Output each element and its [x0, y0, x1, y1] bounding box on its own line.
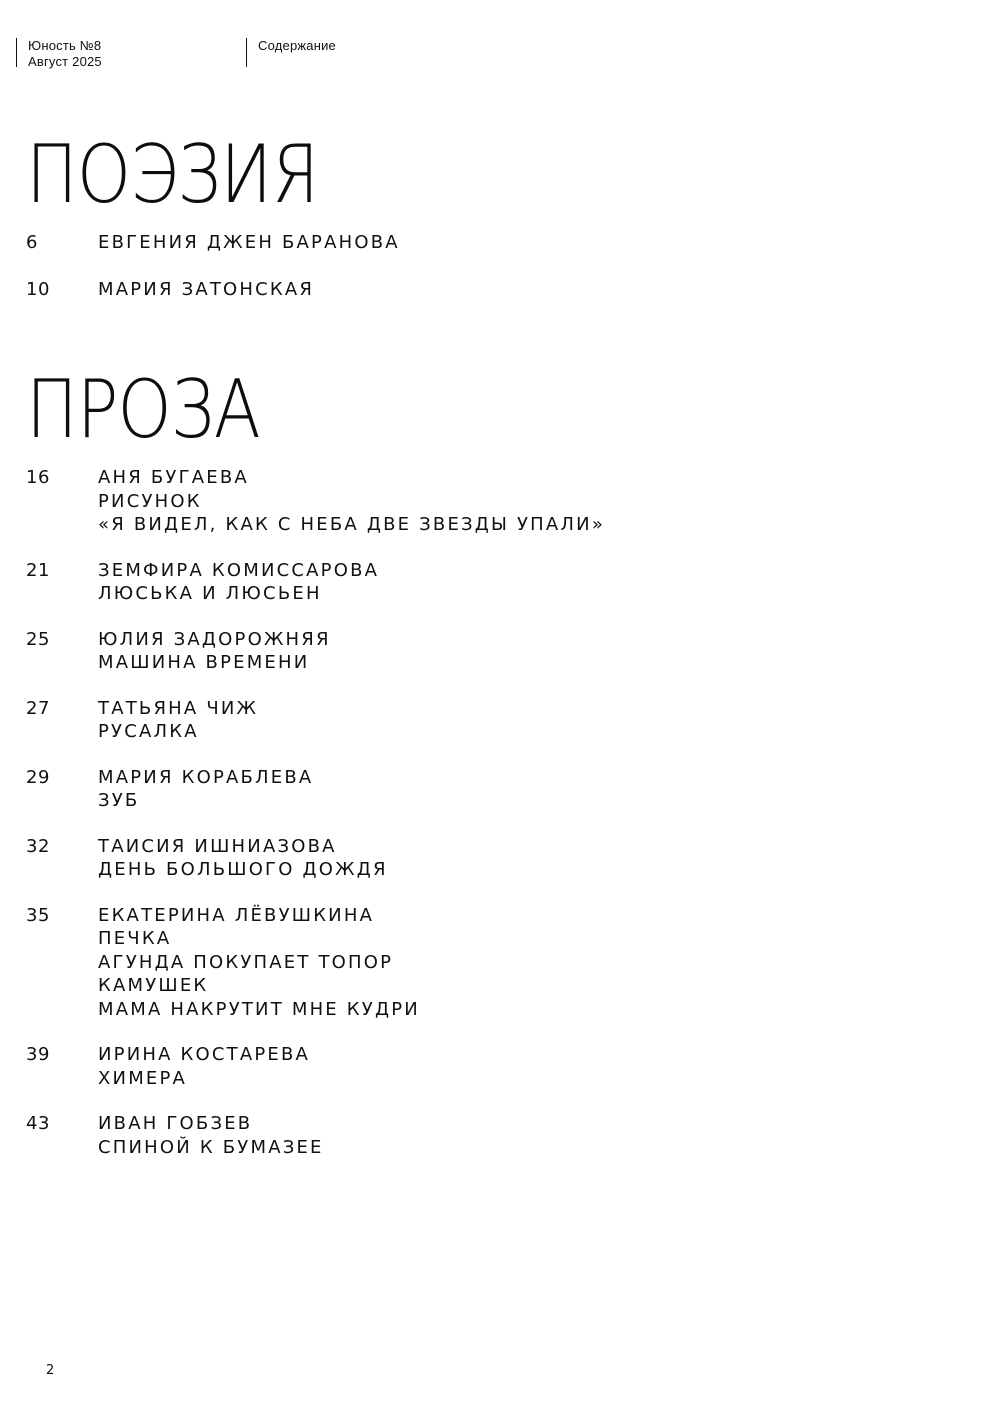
- toc-work-title: РИСУНОК: [98, 490, 202, 512]
- toc-work-title: АГУНДА ПОКУПАЕТ ТОПОР: [98, 951, 394, 973]
- toc-page-number: 35: [26, 904, 50, 926]
- toc-entry: [26, 766, 926, 813]
- toc-author: АНЯ БУГАЕВА: [98, 467, 249, 488]
- toc-page-number: 10: [26, 279, 50, 300]
- toc-page-number: 32: [26, 835, 50, 857]
- toc-entry: [26, 231, 926, 255]
- toc-author: ЮЛИЯ ЗАДОРОЖНЯЯ: [98, 628, 331, 650]
- toc-work-title: ПЕЧКА: [98, 928, 172, 949]
- toc-page-number: 21: [26, 559, 50, 581]
- toc-work-title: СПИНОЙ К БУМАЗЕЕ: [98, 1136, 324, 1158]
- running-header-issue: [16, 38, 102, 70]
- toc-work-title: РУСАЛКА: [98, 721, 199, 742]
- toc-entry-text: [98, 697, 258, 744]
- toc-page-number: 27: [26, 697, 50, 719]
- toc-work-title: КАМУШЕК: [98, 975, 209, 996]
- toc-entry-text: [98, 231, 400, 255]
- toc-entry-text: [98, 766, 313, 813]
- toc-entry: [26, 904, 926, 1022]
- toc-entry-text: [98, 1112, 324, 1159]
- toc-entry-text: [98, 559, 379, 606]
- toc-author: ЗЕМФИРА КОМИССАРОВА: [98, 559, 380, 581]
- toc-author: ТАТЬЯНА ЧИЖ: [98, 697, 259, 719]
- toc-work-title: МАШИНА ВРЕМЕНИ: [98, 652, 310, 673]
- toc-entry: [26, 835, 926, 882]
- toc-work-title: ЛЮСЬКА И ЛЮСЬЕН: [98, 583, 322, 604]
- toc-entry-text: [98, 904, 420, 1022]
- toc-author: ТАИСИЯ ИШНИАЗОВА: [98, 835, 337, 857]
- issue-label: Юность №8: [28, 38, 102, 53]
- toc-entry-text: [98, 466, 605, 537]
- toc-entry: [26, 466, 926, 537]
- running-header-section: [246, 38, 336, 54]
- toc-entry: [26, 628, 926, 675]
- toc-author: ЕВГЕНИЯ ДЖЕН БАРАНОВА: [98, 232, 400, 253]
- toc-entry: [26, 1112, 926, 1159]
- toc-author: ИРИНА КОСТАРЕВА: [98, 1044, 311, 1065]
- header-divider: [246, 38, 247, 67]
- issue-date: Август 2025: [28, 54, 102, 69]
- toc-entry: [26, 559, 926, 606]
- toc-page-number: 39: [26, 1044, 50, 1065]
- toc-work-title: МАМА НАКРУТИТ МНЕ КУДРИ: [98, 998, 420, 1020]
- toc-author: ИВАН ГОБЗЕВ: [98, 1113, 253, 1134]
- toc-author: ЕКАТЕРИНА ЛЁВУШКИНА: [98, 904, 375, 926]
- section-label: Содержание: [258, 38, 336, 53]
- toc-entry-text: [98, 278, 314, 302]
- toc-author: МАРИЯ КОРАБЛЕВА: [98, 766, 314, 788]
- toc-page-number: 43: [26, 1113, 50, 1134]
- toc-entry-text: [98, 835, 388, 882]
- toc-entry: [26, 697, 926, 744]
- toc-page-number: 29: [26, 766, 50, 788]
- toc-entry-text: [98, 1043, 310, 1090]
- toc-page-number: 25: [26, 628, 50, 650]
- toc-entry: [26, 1043, 926, 1090]
- header-divider: [16, 38, 17, 67]
- toc-entry-text: [98, 628, 331, 675]
- toc-work-title: ДЕНЬ БОЛЬШОГО ДОЖДЯ: [98, 859, 388, 880]
- section-title-poetry: ПОЭЗИЯ: [26, 128, 319, 221]
- toc-author: МАРИЯ ЗАТОНСКАЯ: [98, 279, 315, 300]
- toc-prose-list: [26, 466, 926, 1181]
- toc-entry: [26, 278, 926, 302]
- toc-work-title: ХИМЕРА: [98, 1067, 188, 1089]
- page-number: 2: [46, 1363, 55, 1378]
- toc-page-number: 6: [26, 232, 38, 253]
- section-title-prose: ПРОЗА: [26, 363, 260, 456]
- toc-work-title: «Я ВИДЕЛ, КАК С НЕБА ДВЕ ЗВЕЗДЫ УПАЛИ»: [98, 514, 606, 535]
- toc-page-number: 16: [26, 467, 50, 488]
- toc-poetry-list: [26, 231, 926, 325]
- toc-work-title: ЗУБ: [98, 790, 140, 811]
